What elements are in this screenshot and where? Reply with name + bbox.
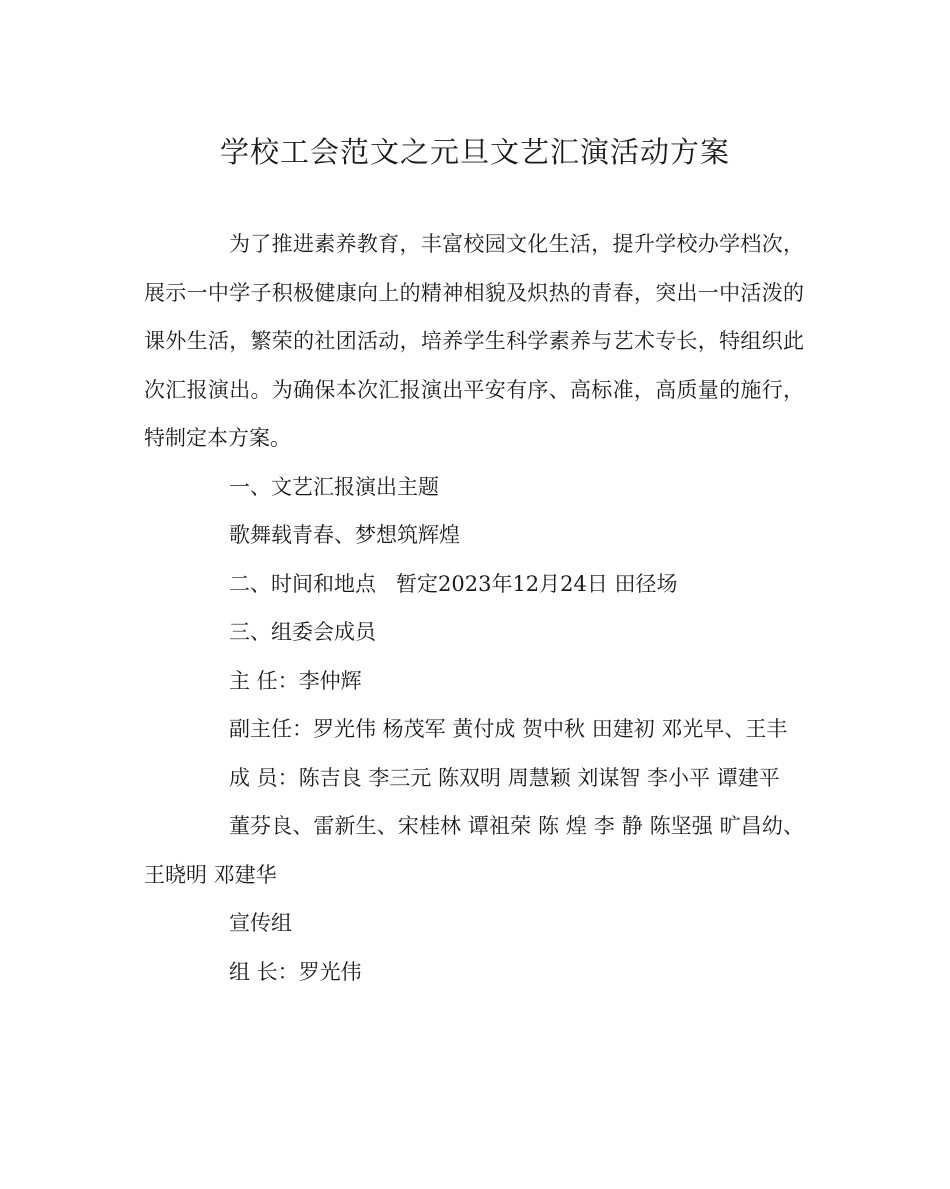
members-line-1: 成 员：陈吉良 李三元 陈双明 周慧颖 刘谋智 李小平 谭建平 bbox=[229, 765, 780, 790]
section-2-detail: 暂定2023年12月24日 田径场 bbox=[396, 571, 678, 596]
vice-directors-line: 副主任：罗光伟 杨茂军 黄付成 贺中秋 田建初 邓光早、王丰 bbox=[229, 717, 788, 741]
section-3-heading: 三、组委会成员 bbox=[229, 620, 376, 644]
document-body bbox=[144, 220, 804, 996]
intro-paragraph: 为了推进素养教育，丰富校园文化生活，提升学校办学档次，展示一中学子积极健康向上的精神相貌及炽热的青春，突出一中活泼的课外生活，繁荣的社团活动，培养学生科学素养与艺术专长，特组织此次汇报演出。为确保本次汇报演出平安有序、高标准，高质量的施行，特制定本方案。 bbox=[144, 232, 804, 450]
publicity-group-heading: 宣传组 bbox=[229, 911, 292, 935]
group-leader-line: 组 长：罗光伟 bbox=[229, 959, 362, 984]
section-2-heading: 二、时间和地点 bbox=[229, 571, 376, 596]
document-title: 学校工会范文之元旦文艺汇演活动方案 bbox=[219, 135, 730, 169]
director-line: 主 任：李仲辉 bbox=[229, 668, 362, 693]
members-line-2: 董芬良、雷新生、宋桂林 谭祖荣 陈 煌 李 静 陈坚强 旷昌幼、王晓明 邓建华 bbox=[144, 814, 804, 887]
section-1-theme: 歌舞载青春、梦想筑辉煌 bbox=[229, 523, 460, 547]
section-2-line bbox=[144, 560, 804, 609]
section-1-heading: 一、文艺汇报演出主题 bbox=[229, 474, 439, 499]
